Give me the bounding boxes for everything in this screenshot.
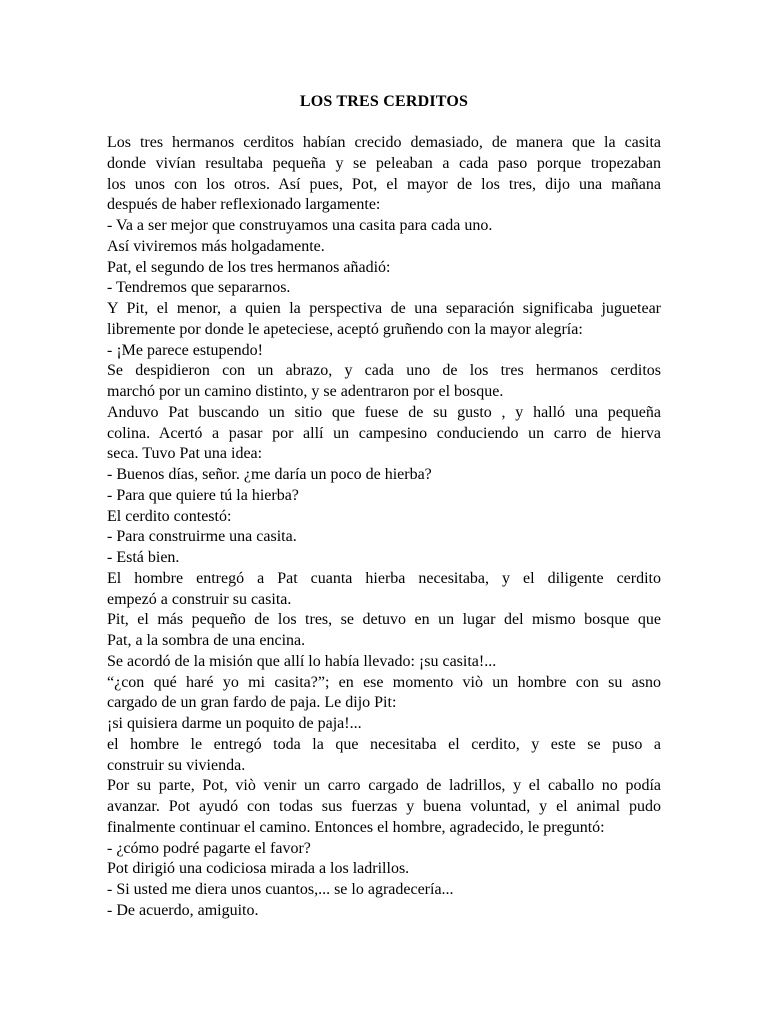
paragraph-line: - Tendremos que separarnos. [107,279,291,297]
paragraph-line: Por su parte, Pot, viò venir un carro cargado de ladrillos, y el caballo no podía [107,777,661,795]
paragraph-line: ¡si quisiera darme un poquito de paja!... [107,715,362,732]
paragraph-line: - ¡Me parece estupendo! [107,341,263,359]
paragraph-line: avanzar. Pot ayudó con todas sus fuerzas y buena voluntad, y el animal pudo [107,798,661,815]
paragraph-line: después de haber reflexionado largamente: [107,196,381,214]
paragraph-line: “¿con qué haré yo mi casita?”; en ese momento viò un hombre con su asno [107,673,661,691]
paragraph-line: empezó a construir su casita. [107,590,292,608]
paragraph-line: - Para construirme una casita. [107,528,297,546]
paragraph-line: Pot dirigió una codiciosa mirada a los ladrillos. [107,860,410,878]
document-body [107,133,661,922]
paragraph-line: colina. Acertó a pasar por allí un campesino conduciendo un carro de hierva [107,424,661,442]
paragraph-line: - Para que quiere tú la hierba? [107,486,299,504]
paragraph-line: Los tres hermanos cerditos habían crecido demasiado, de manera que la casita [107,134,661,151]
paragraph-line: - Buenos días, señor. ¿me daría un poco de hierba? [107,466,432,483]
paragraph-line: libremente por donde le apeteciese, aceptó gruñendo con la mayor alegría: [107,320,583,338]
paragraph-line: - Está bien. [107,549,180,566]
paragraph-line: el hombre le entregó toda la que necesitaba el cerdito, y este se puso a [107,735,661,753]
paragraph-line: finalmente continuar el camino. Entonces el hombre, agradecido, le preguntó: [107,818,605,836]
paragraph-line: El hombre entregó a Pat cuanta hierba necesitaba, y el diligente cerdito [107,569,661,587]
paragraph-line: El cerdito contestó: [107,507,232,525]
paragraph-line: Se acordó de la misión que allí lo había llevado: ¡su casita!... [107,652,497,670]
paragraph-line: Pat, el segundo de los tres hermanos añadió: [107,258,391,276]
paragraph-line: construir su vivienda. [107,756,246,774]
document-title: LOS TRES CERDITOS [299,93,469,110]
paragraph-line: - De acuerdo, amiguito. [107,901,259,919]
paragraph-line: Pit, el más pequeño de los tres, se detuvo en un lugar del mismo bosque que [107,611,661,629]
paragraph-line: - Si usted me diera unos cuantos,... se lo agradecería... [107,881,454,898]
paragraph-line: Pat, a la sombra de una encina. [107,632,306,649]
paragraph-line: - Va a ser mejor que construyamos una casita para cada uno. [107,217,493,234]
paragraph-line: - ¿cómo podré pagarte el favor? [107,839,311,857]
paragraph-line: los unos con los otros. Así pues, Pot, el mayor de los tres, dijo una mañana [107,175,661,193]
paragraph-line: Anduvo Pat buscando un sitio que fuese de su gusto , y halló una pequeña [107,403,661,421]
paragraph-line: donde vivían resultaba pequeña y se peleaban a cada paso porque tropezaban [107,154,661,172]
paragraph-line: Así viviremos más holgadamente. [107,237,325,255]
paragraph-line: marchó por un camino distinto, y se adentraron por el bosque. [107,383,504,400]
paragraph-line: seca. Tuvo Pat una idea: [107,445,263,463]
paragraph-line: Se despidieron con un abrazo, y cada uno de los tres hermanos cerditos [107,362,661,380]
paragraph-line: Y Pit, el menor, a quien la perspectiva de una separación significaba juguetear [107,300,661,317]
paragraph-line: cargado de un gran fardo de paja. Le dijo Pit: [107,694,397,712]
